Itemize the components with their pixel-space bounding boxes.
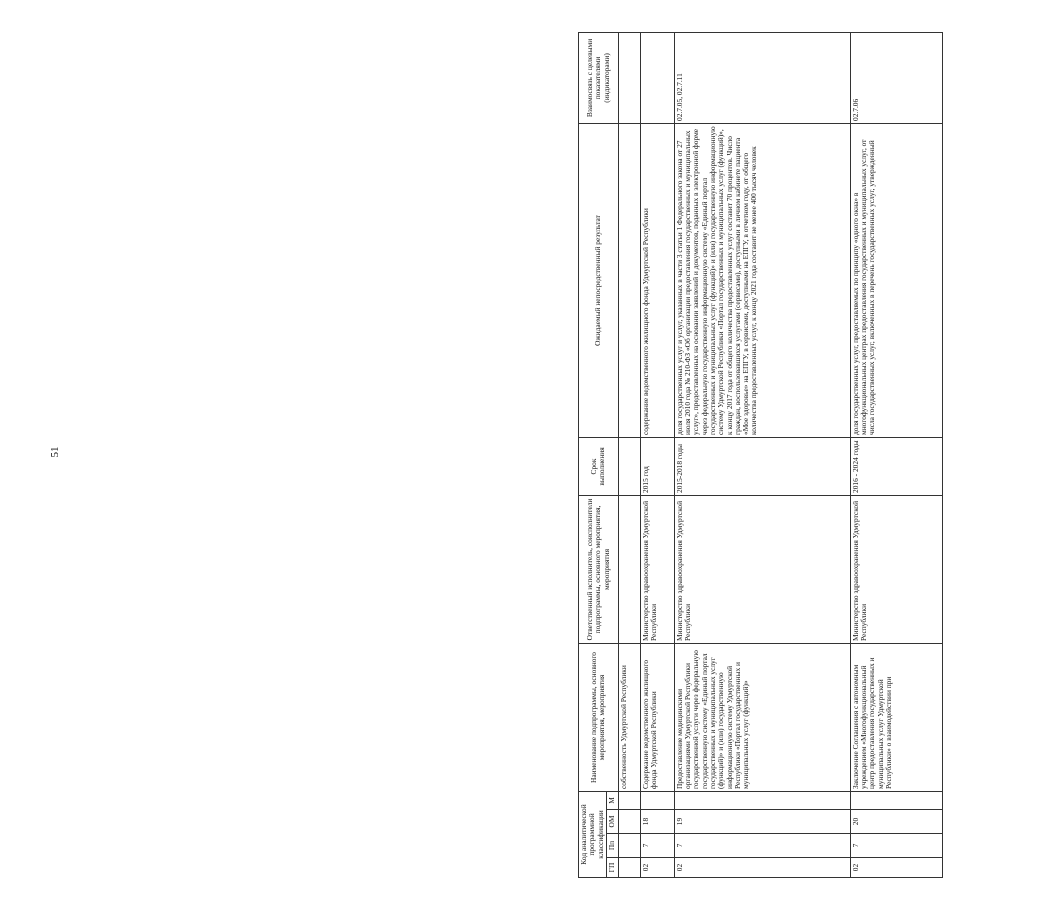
term-cell: 2015 год [640, 437, 674, 495]
code-group-header: Код аналитической программной классификации [579, 791, 607, 877]
result-cell: содержание ведомственного жилищного фонда Удмуртской Республики [640, 123, 674, 437]
term-cell [618, 437, 640, 495]
link-cell [618, 32, 640, 123]
term-cell: 2015-2018 годы [674, 437, 850, 495]
gp-cell [618, 858, 640, 878]
rotated-table-area [578, 33, 1056, 878]
name-cell: Заключение Соглашения с автономным учреждением «Многофункциональный центр предоставления государственных и муниципальных услуг Удмуртской Республики» о взаимодействии при [850, 643, 942, 791]
m-cell [674, 791, 850, 809]
gp-cell: 02 [640, 858, 674, 878]
link-cell: 02.7.05, 02.7.11 [674, 32, 850, 123]
responsible-cell [618, 495, 640, 643]
page-number: 51 [49, 446, 61, 458]
om-cell: 19 [674, 810, 850, 834]
name-cell: Содержание ведомственного жилищного фонда Удмуртской Республики [640, 643, 674, 791]
link-cell: 02.7.06 [850, 32, 942, 123]
responsible-header: Ответственный исполнитель, соисполнители подпрограммы, основного мероприятия, мероприятия [579, 495, 619, 643]
m-header: М [606, 791, 618, 809]
result-cell [618, 123, 640, 437]
om-header: ОМ [606, 810, 618, 834]
pp-cell: 7 [640, 834, 674, 858]
pp-header: Пп [606, 834, 618, 858]
result-cell: доля государственных услуг, предоставляемых по принципу «одного окна» в многофункциональных центрах предоставления государственных и муниципальных услуг, от числа государственных услуг, включенных в перечень государственных услуг, утвержденный [850, 123, 942, 437]
name-cell: собственность Удмуртской Республики [618, 643, 640, 791]
table-row [618, 32, 640, 877]
pp-cell: 7 [850, 834, 942, 858]
name-header: Наименование подпрограммы, основного мероприятия, мероприятия [579, 643, 619, 791]
table-row [640, 32, 674, 877]
m-cell [850, 791, 942, 809]
program-table [578, 32, 943, 878]
gp-cell: 02 [674, 858, 850, 878]
gp-cell: 02 [850, 858, 942, 878]
gp-header: ГП [606, 858, 618, 878]
om-cell: 18 [640, 810, 674, 834]
m-cell [640, 791, 674, 809]
term-header: Срок выполнения [579, 437, 619, 495]
table-row [674, 32, 850, 877]
term-cell: 2016 - 2024 годы [850, 437, 942, 495]
table-row [850, 32, 942, 877]
responsible-cell: Министерство здравоохранения Удмуртской Республики [640, 495, 674, 643]
om-cell: 20 [850, 810, 942, 834]
name-cell: Предоставление медицинскими организациями Удмуртской Республики государственной услуги через федеральную государственную систему «Единый портал государственных и муниципальных услуг (функций)» и (или) государственную информационную систему Удмуртской Республики «Портал государственных и муниципальных услуг (функций)» [674, 643, 850, 791]
pp-cell: 7 [674, 834, 850, 858]
responsible-cell: Министерство здравоохранения Удмуртской Республики [674, 495, 850, 643]
om-cell [618, 810, 640, 834]
responsible-cell: Министерство здравоохранения Удмуртской Республики [850, 495, 942, 643]
link-header: Взаимосвязь с целевыми показателями (индикаторами) [579, 32, 619, 123]
result-cell: доля государственных услуг и услуг, указанных в части 3 статьи 1 Федерального закона от 27 июля 2010 года № 210-ФЗ «Об организации предоставления государственных и муниципальных услуг», предоставленных на основании заявлений и документов, поданных в электронной форме через федеральную государственную информационную систему «Единый портал государственных и муниципальных услуг (функций)» и (или) государственную информационную систему Удмуртской Республики «Портал государственных и муниципальных услуг (функций)», к концу 2017 года от общего количества предоставленных услуг составит 70 процентов. Число граждан, воспользовавшихся услугами (сервисами), доступными в личном кабинете пациента «Мое здоровье» на ЕПГУ, в сервисами, доступными на ЕПГУ, в отчетном году, от общего количества предоставленных услуг, к концу 2021 года составит не менее 400 тысяч человек [674, 123, 850, 437]
link-cell [640, 32, 674, 123]
m-cell [618, 791, 640, 809]
pp-cell [618, 834, 640, 858]
result-header: Ожидаемый непосредственный результат [579, 123, 619, 437]
